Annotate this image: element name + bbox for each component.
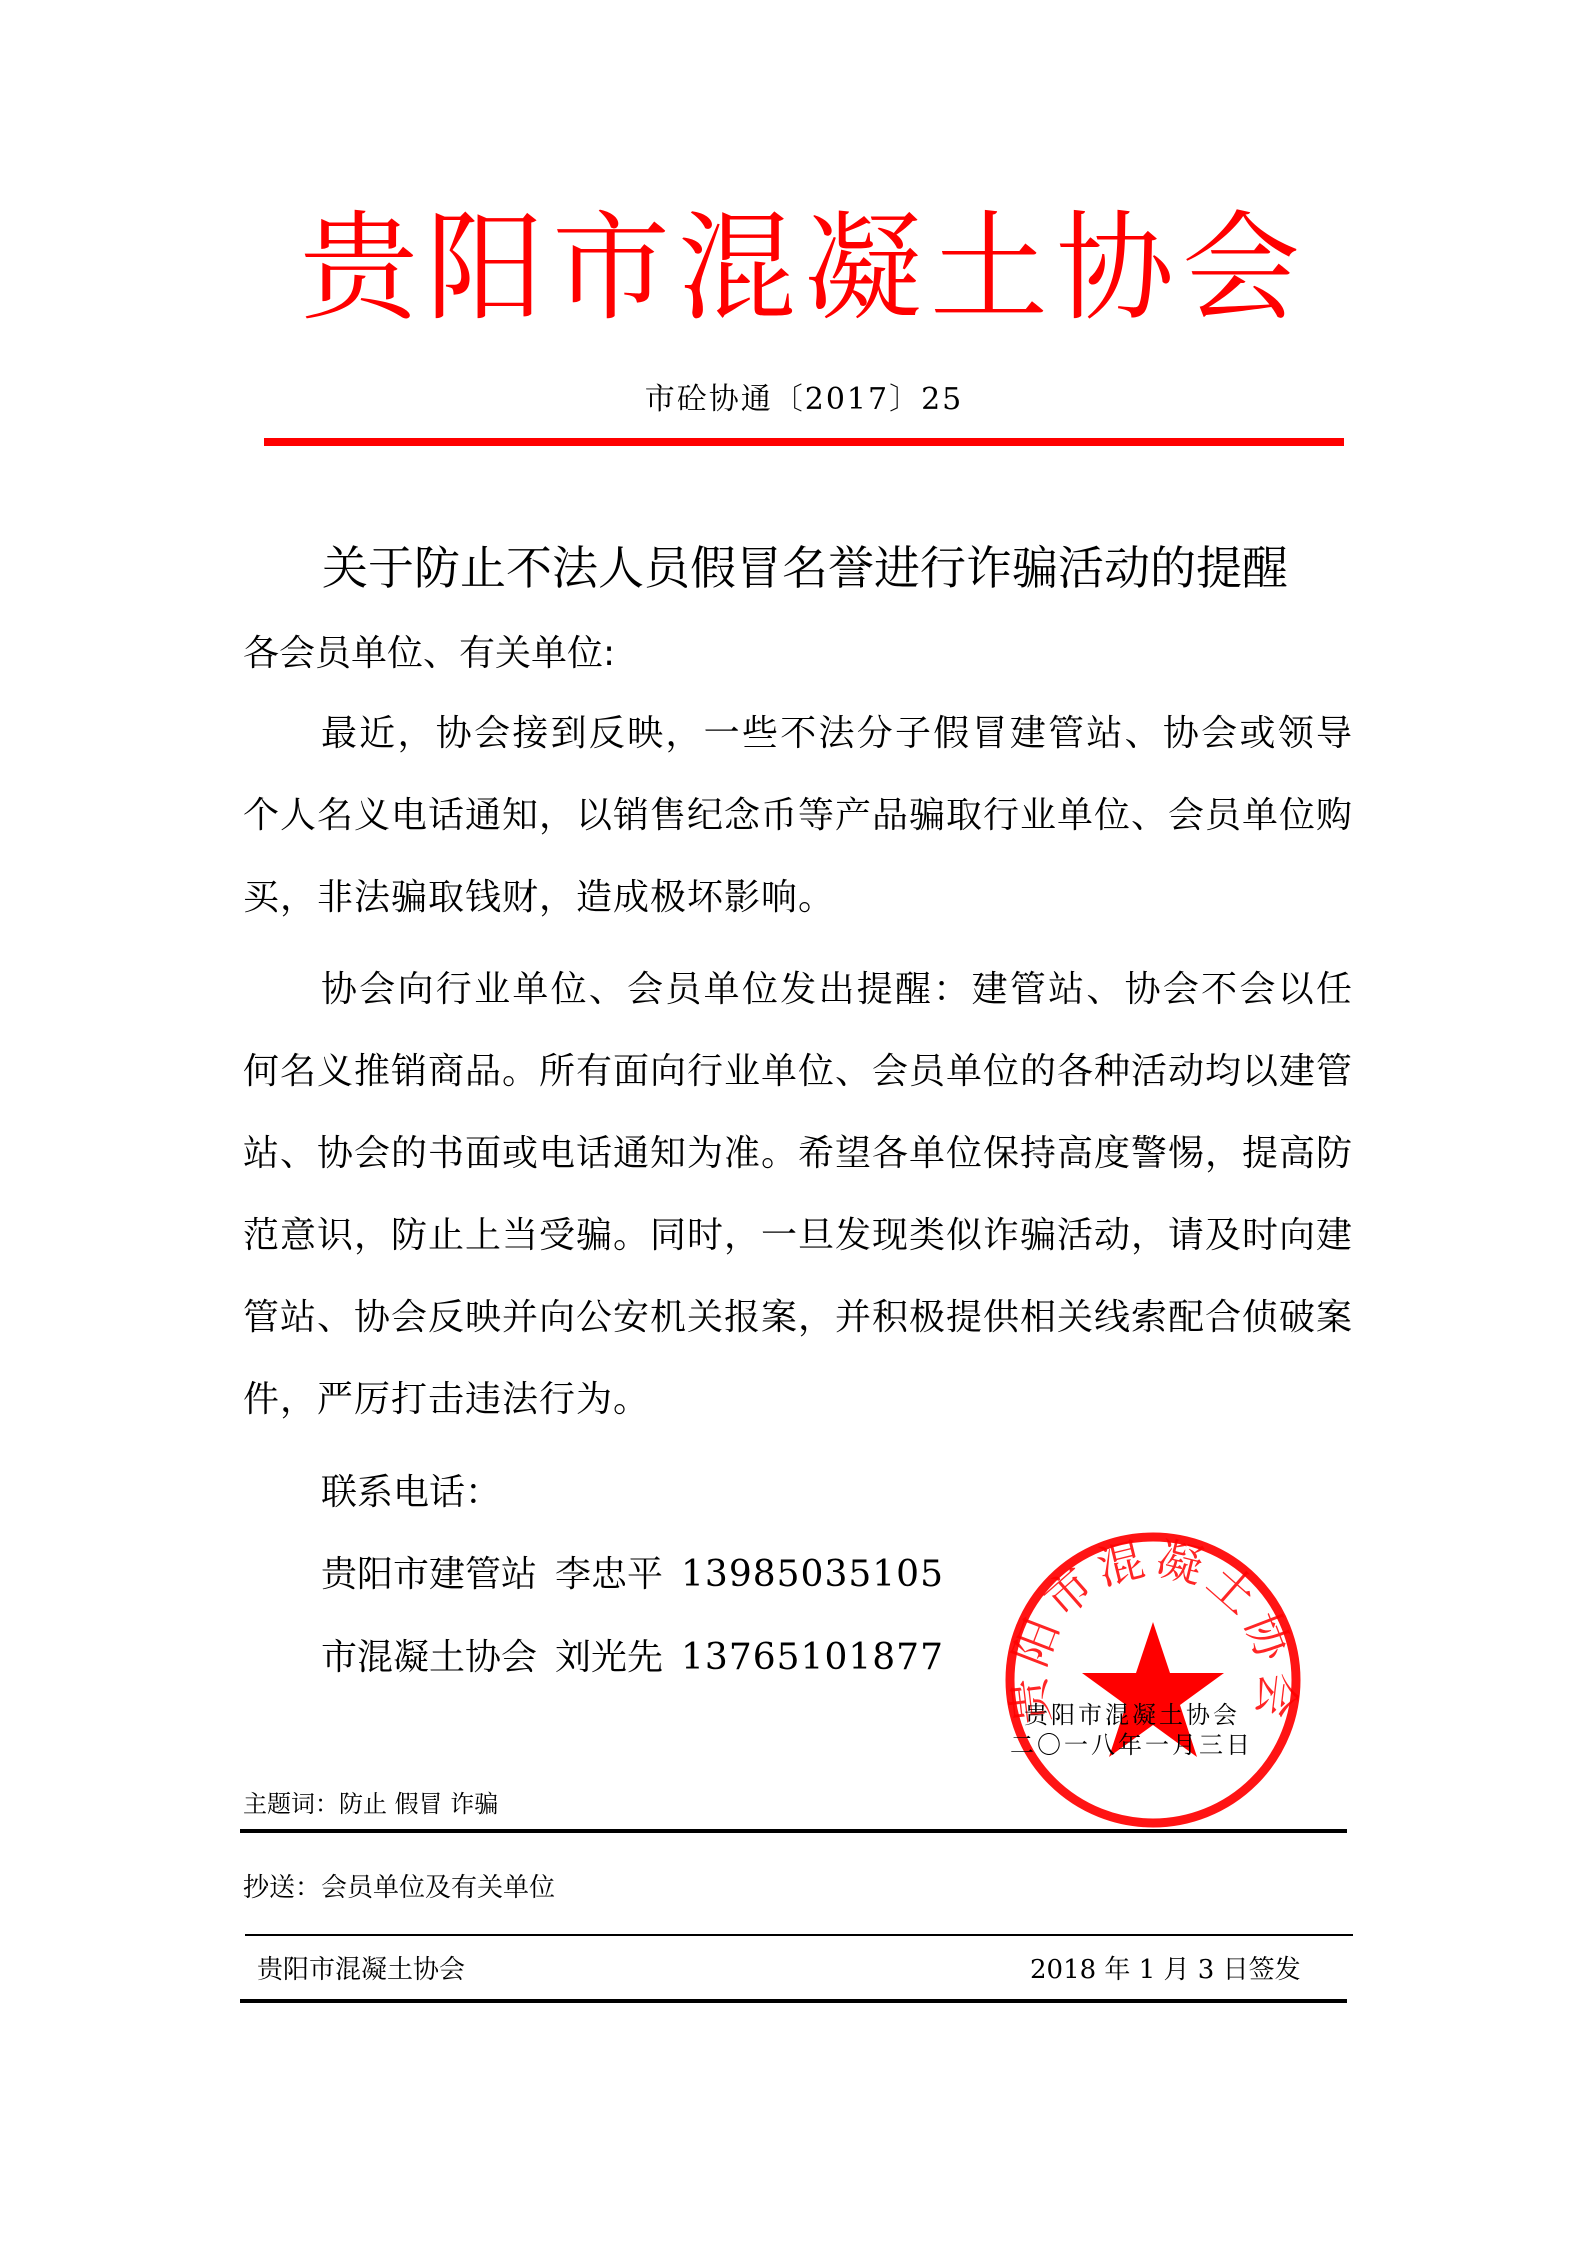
issuer-org: 贵阳市混凝土协会 [257,1955,466,1985]
contact-person: 刘光先 [555,1637,664,1678]
contact-row [321,1630,944,1686]
document-title: 关于防止不法人员假冒名誉进行诈骗活动的提醒 [322,541,1288,595]
footer-divider-top [240,1829,1347,1833]
contact-org: 贵阳市建管站 [321,1554,538,1595]
official-seal [1003,1530,1303,1830]
signature-date: 二〇一八年一月三日 [1010,1731,1253,1759]
issue-date: 2018 年 1 月 3 日签发 [1030,1955,1301,1985]
contact-row [321,1547,944,1603]
footer-divider-middle [245,1934,1353,1936]
contact-label: 联系电话： [321,1472,502,1513]
salutation: 各会员单位、有关单位: [243,633,616,674]
cc-recipients: 抄送：会员单位及有关单位 [243,1873,556,1903]
body-paragraph-2: 协会向行业单位、会员单位发出提醒：建管站、协会不会以任何名义推销商品。所有面向行业单位、会员单位的各种活动均以建管站、协会的书面或电话通知为准。希望各单位保持高度警惕，提高防范意识，防止上当受骗。同时，一旦发现类似诈骗活动，请及时向建管站、协会反映并向公安机关报案，并积极提供相关线索配合侦破案件，严厉打击违法行为。 [243,969,1354,1420]
contact-org: 市混凝土协会 [321,1637,538,1678]
contact-phone: 13765101877 [681,1637,944,1678]
footer-divider-bottom [240,1999,1347,2003]
subject-keywords: 主题词：防止 假冒 诈骗 [243,1790,499,1818]
contact-phone: 13985035105 [681,1554,944,1595]
signature-block [1010,1700,1253,1760]
signature-org: 贵阳市混凝土协会 [1024,1701,1240,1729]
seal-ring-text: 贵阳市混凝土协会 [1003,1530,1303,1727]
body-paragraph-1: 最近，协会接到反映，一些不法分子假冒建管站、协会或领导个人名义电话通知，以销售纪念币等产品骗取行业单位、会员单位购买，非法骗取钱财，造成极坏影响。 [243,713,1354,918]
letterhead-org-name: 贵阳市混凝土协会 [299,199,1308,337]
contact-person: 李忠平 [555,1554,664,1595]
letterhead-red-divider [264,438,1344,446]
document-number: 市砼协通〔2017〕25 [644,382,964,417]
seal-graphic [1003,1530,1303,1830]
